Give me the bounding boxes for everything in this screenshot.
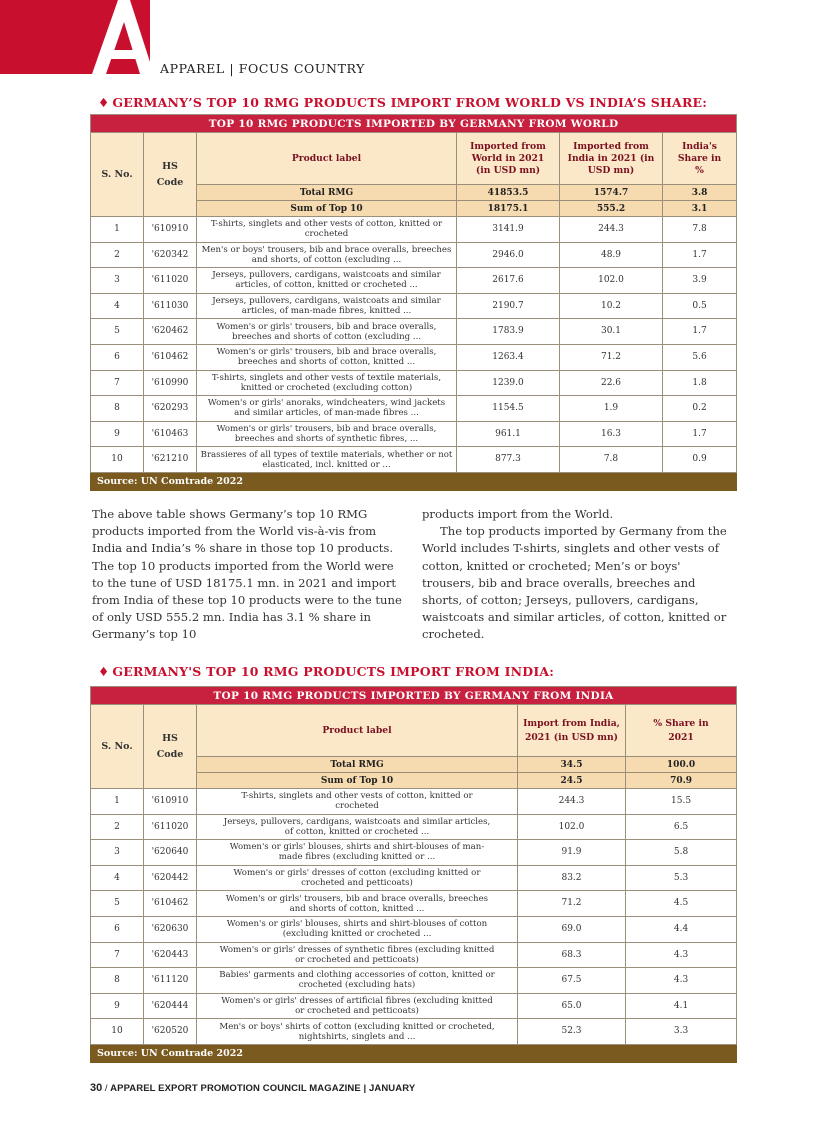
cell-india: 71.2 <box>560 344 663 370</box>
cell-share: 1.7 <box>663 319 737 345</box>
cell-world: 1263.4 <box>457 344 560 370</box>
cell-sno: 8 <box>91 396 144 422</box>
cell-india: 68.3 <box>518 942 626 968</box>
cell-hs-code: '610462 <box>144 344 197 370</box>
table-row <box>91 396 737 422</box>
cell-share: 3.3 <box>626 1019 737 1045</box>
cell-product-label: Jerseys, pullovers, cardigans, waistcoats and similar articles, of cotton, knitted or crocheted ... <box>197 814 518 840</box>
cell-share: 4.5 <box>626 891 737 917</box>
cell-product-label: Women's or girls' blouses, shirts and shirt-blouses of man-made fibres (excluding knitted or ... <box>197 840 518 866</box>
cell-sno: 9 <box>91 421 144 447</box>
table1-heading: ♦ GERMANY’S TOP 10 RMG PRODUCTS IMPORT FROM WORLD VS INDIA’S SHARE: <box>98 95 708 110</box>
table-row <box>91 916 737 942</box>
cell-hs-code: '620520 <box>144 1019 197 1045</box>
cell-sno: 6 <box>91 916 144 942</box>
cell-world: 961.1 <box>457 421 560 447</box>
column-header-world-imports: Imported from World in 2021 (in USD mn) <box>457 133 560 185</box>
cell-product-label: Women's or girls' dresses of synthetic fibres (excluding knitted or crocheted and petticoats) <box>197 942 518 968</box>
cell-share: 5.6 <box>663 344 737 370</box>
cell-india: 16.3 <box>560 421 663 447</box>
cell-sno: 10 <box>91 447 144 473</box>
cell-hs-code: '611120 <box>144 968 197 994</box>
cell-product-label: Women's or girls' trousers, bib and brace overalls, breeches and shorts of synthetic fibres, ... <box>197 421 457 447</box>
cell-world: 1783.9 <box>457 319 560 345</box>
column-header-product-label: Product label <box>197 133 457 185</box>
table-row <box>91 865 737 891</box>
cell-product-label: Women's or girls' trousers, bib and brace overalls, breeches and shorts of cotton (excluding ... <box>197 319 457 345</box>
sum-india: 555.2 <box>560 201 663 217</box>
cell-sno: 10 <box>91 1019 144 1045</box>
cell-india: 1.9 <box>560 396 663 422</box>
table-row <box>91 293 737 319</box>
cell-hs-code: '610910 <box>144 217 197 243</box>
table-row <box>91 268 737 294</box>
cell-india: 10.2 <box>560 293 663 319</box>
cell-hs-code: '620640 <box>144 840 197 866</box>
cell-hs-code: '620630 <box>144 916 197 942</box>
cell-product-label: Men's or boys' shirts of cotton (excluding knitted or crocheted, nightshirts, singlets and ... <box>197 1019 518 1045</box>
total-share: 100.0 <box>626 757 737 773</box>
magazine-name: APPAREL EXPORT PROMOTION COUNCIL MAGAZINE | JANUARY <box>110 1083 416 1094</box>
cell-product-label: Women's or girls' dresses of cotton (excluding knitted or crocheted and petticoats) <box>197 865 518 891</box>
cell-product-label: T-shirts, singlets and other vests of cotton, knitted or crocheted <box>197 789 518 815</box>
cell-product-label: Brassieres of all types of textile materials, whether or not elasticated, incl. knitted or ... <box>197 447 457 473</box>
cell-sno: 5 <box>91 891 144 917</box>
total-label: Total RMG <box>197 185 457 201</box>
table-row <box>91 242 737 268</box>
sum-label: Sum of Top 10 <box>197 773 518 789</box>
section-tag: APPAREL | FOCUS COUNTRY <box>160 61 365 76</box>
cell-india: 83.2 <box>518 865 626 891</box>
cell-world: 877.3 <box>457 447 560 473</box>
cell-hs-code: '620293 <box>144 396 197 422</box>
table-row <box>91 942 737 968</box>
table-row <box>91 993 737 1019</box>
body-paragraph-continued: products import from the World. <box>422 507 614 521</box>
cell-hs-code: '620442 <box>144 865 197 891</box>
cell-india: 71.2 <box>518 891 626 917</box>
table2-heading: ♦ GERMANY'S TOP 10 RMG PRODUCTS IMPORT FROM INDIA: <box>98 664 555 679</box>
source-row <box>91 1044 737 1062</box>
cell-sno: 3 <box>91 268 144 294</box>
column-header-india-share: India's Share in % <box>663 133 737 185</box>
column-header-sno: S. No. <box>91 705 144 789</box>
diamond-bullet-icon: ♦ <box>98 664 110 679</box>
cell-share: 6.5 <box>626 814 737 840</box>
cell-product-label: Women's or girls' trousers, bib and brace overalls, breeches and shorts of cotton, knitted ... <box>197 344 457 370</box>
footer-separator: / <box>102 1083 111 1094</box>
cell-sno: 2 <box>91 814 144 840</box>
cell-india: 67.5 <box>518 968 626 994</box>
cell-sno: 1 <box>91 217 144 243</box>
cell-product-label: Babies' garments and clothing accessories of cotton, knitted or crocheted (excluding hats) <box>197 968 518 994</box>
cell-sno: 7 <box>91 942 144 968</box>
cell-sno: 7 <box>91 370 144 396</box>
cell-hs-code: '610990 <box>144 370 197 396</box>
table-germany-world-imports <box>90 114 737 491</box>
cell-india: 102.0 <box>518 814 626 840</box>
cell-world: 3141.9 <box>457 217 560 243</box>
cell-share: 4.3 <box>626 942 737 968</box>
cell-hs-code: '620443 <box>144 942 197 968</box>
table-row <box>91 891 737 917</box>
body-text-column-1 <box>92 506 402 644</box>
cell-share: 15.5 <box>626 789 737 815</box>
cell-india: 91.9 <box>518 840 626 866</box>
cell-share: 5.3 <box>626 865 737 891</box>
magazine-logo <box>0 0 150 74</box>
cell-hs-code: '610462 <box>144 891 197 917</box>
cell-india: 30.1 <box>560 319 663 345</box>
table1-title: TOP 10 RMG PRODUCTS IMPORTED BY GERMANY FROM WORLD <box>91 115 737 133</box>
cell-sno: 6 <box>91 344 144 370</box>
table-row <box>91 447 737 473</box>
column-header-hs-code: HS Code <box>144 133 197 217</box>
cell-sno: 5 <box>91 319 144 345</box>
table-row <box>91 789 737 815</box>
cell-world: 2946.0 <box>457 242 560 268</box>
diamond-bullet-icon: ♦ <box>98 95 110 110</box>
cell-sno: 9 <box>91 993 144 1019</box>
cell-share: 0.9 <box>663 447 737 473</box>
column-header-hs-code: HS Code <box>144 705 197 789</box>
cell-product-label: T-shirts, singlets and other vests of cotton, knitted or crocheted <box>197 217 457 243</box>
cell-product-label: T-shirts, singlets and other vests of textile materials, knitted or crocheted (excluding cotton) <box>197 370 457 396</box>
column-header-india-imports: Imported from India in 2021 (in USD mn) <box>560 133 663 185</box>
cell-hs-code: '611030 <box>144 293 197 319</box>
table-row <box>91 217 737 243</box>
cell-sno: 2 <box>91 242 144 268</box>
sum-share: 70.9 <box>626 773 737 789</box>
table-row <box>91 1019 737 1045</box>
sum-label: Sum of Top 10 <box>197 201 457 217</box>
cell-share: 4.3 <box>626 968 737 994</box>
cell-product-label: Women's or girls' dresses of artificial fibres (excluding knitted or crocheted and petticoats) <box>197 993 518 1019</box>
cell-share: 0.5 <box>663 293 737 319</box>
cell-hs-code: '610910 <box>144 789 197 815</box>
cell-share: 4.1 <box>626 993 737 1019</box>
table-title-row <box>91 687 737 705</box>
cell-hs-code: '610463 <box>144 421 197 447</box>
total-india: 1574.7 <box>560 185 663 201</box>
table-row <box>91 840 737 866</box>
sum-share: 3.1 <box>663 201 737 217</box>
cell-india: 244.3 <box>518 789 626 815</box>
table1-source: Source: UN Comtrade 2022 <box>91 472 737 490</box>
cell-hs-code: '620342 <box>144 242 197 268</box>
body-paragraph: The above table shows Germany’s top 10 RMG products imported from the World vis-à-vis from India and India’s % share in those top 10 products. The top 10 products imported from the World were to the tune of USD 18175.1 mn. in 2021 and import from India of these top 10 products were to the tune of only USD 555.2 mn. India has 3.1 % share in Germany’s top 10 <box>92 507 402 642</box>
column-header-product-label: Product label <box>197 705 518 757</box>
cell-product-label: Men's or boys' trousers, bib and brace overalls, breeches and shorts, of cotton (excluding ... <box>197 242 457 268</box>
total-share: 3.8 <box>663 185 737 201</box>
column-header-sno: S. No. <box>91 133 144 217</box>
cell-india: 65.0 <box>518 993 626 1019</box>
cell-india: 48.9 <box>560 242 663 268</box>
source-row <box>91 472 737 490</box>
table-title-row <box>91 115 737 133</box>
cell-share: 1.7 <box>663 421 737 447</box>
table-row <box>91 370 737 396</box>
cell-sno: 3 <box>91 840 144 866</box>
cell-share: 4.4 <box>626 916 737 942</box>
cell-sno: 8 <box>91 968 144 994</box>
body-paragraph: The top products imported by Germany from the World includes T-shirts, singlets and other vests of cotton, knitted or crocheted; Men’s or boys' trousers, bib and brace overalls, breeches and shorts, of cotton; Jerseys, pullovers, cardigans, waistcoats and similar articles, of cotton, knitted or crocheted. <box>422 524 727 642</box>
cell-share: 5.8 <box>626 840 737 866</box>
table-row <box>91 344 737 370</box>
cell-product-label: Women's or girls' blouses, shirts and shirt-blouses of cotton (excluding knitted or crocheted ... <box>197 916 518 942</box>
page-footer <box>90 1082 415 1094</box>
cell-share: 1.8 <box>663 370 737 396</box>
cell-world: 2617.6 <box>457 268 560 294</box>
cell-share: 0.2 <box>663 396 737 422</box>
cell-share: 7.8 <box>663 217 737 243</box>
cell-product-label: Jerseys, pullovers, cardigans, waistcoats and similar articles, of cotton, knitted or crocheted ... <box>197 268 457 294</box>
cell-india: 52.3 <box>518 1019 626 1045</box>
table-row <box>91 968 737 994</box>
cell-hs-code: '621210 <box>144 447 197 473</box>
table-row <box>91 814 737 840</box>
cell-world: 1154.5 <box>457 396 560 422</box>
cell-india: 244.3 <box>560 217 663 243</box>
cell-world: 1239.0 <box>457 370 560 396</box>
table2-source: Source: UN Comtrade 2022 <box>91 1044 737 1062</box>
body-text-column-2 <box>422 506 734 644</box>
table-germany-india-imports <box>90 686 737 1063</box>
table-row <box>91 421 737 447</box>
cell-hs-code: '620462 <box>144 319 197 345</box>
cell-hs-code: '620444 <box>144 993 197 1019</box>
cell-world: 2190.7 <box>457 293 560 319</box>
cell-product-label: Jerseys, pullovers, cardigans, waistcoats and similar articles, of man-made fibres, knitted ... <box>197 293 457 319</box>
cell-hs-code: '611020 <box>144 814 197 840</box>
table-row <box>91 319 737 345</box>
cell-product-label: Women's or girls' trousers, bib and brace overalls, breeches and shorts of cotton, knitted ... <box>197 891 518 917</box>
cell-hs-code: '611020 <box>144 268 197 294</box>
cell-india: 102.0 <box>560 268 663 294</box>
cell-share: 1.7 <box>663 242 737 268</box>
cell-product-label: Women's or girls' anoraks, windcheaters, wind jackets and similar articles, of man-made fibres ... <box>197 396 457 422</box>
total-label: Total RMG <box>197 757 518 773</box>
table2-title: TOP 10 RMG PRODUCTS IMPORTED BY GERMANY FROM INDIA <box>91 687 737 705</box>
sum-world: 18175.1 <box>457 201 560 217</box>
column-header-india-imports: Import from India, 2021 (in USD mn) <box>518 705 626 757</box>
sum-india: 24.5 <box>518 773 626 789</box>
column-header-share: % Share in 2021 <box>626 705 737 757</box>
cell-share: 3.9 <box>663 268 737 294</box>
cell-sno: 4 <box>91 865 144 891</box>
cell-india: 7.8 <box>560 447 663 473</box>
total-world: 41853.5 <box>457 185 560 201</box>
total-india: 34.5 <box>518 757 626 773</box>
cell-sno: 1 <box>91 789 144 815</box>
cell-india: 22.6 <box>560 370 663 396</box>
page-number: 30 <box>90 1082 103 1094</box>
cell-india: 69.0 <box>518 916 626 942</box>
cell-sno: 4 <box>91 293 144 319</box>
